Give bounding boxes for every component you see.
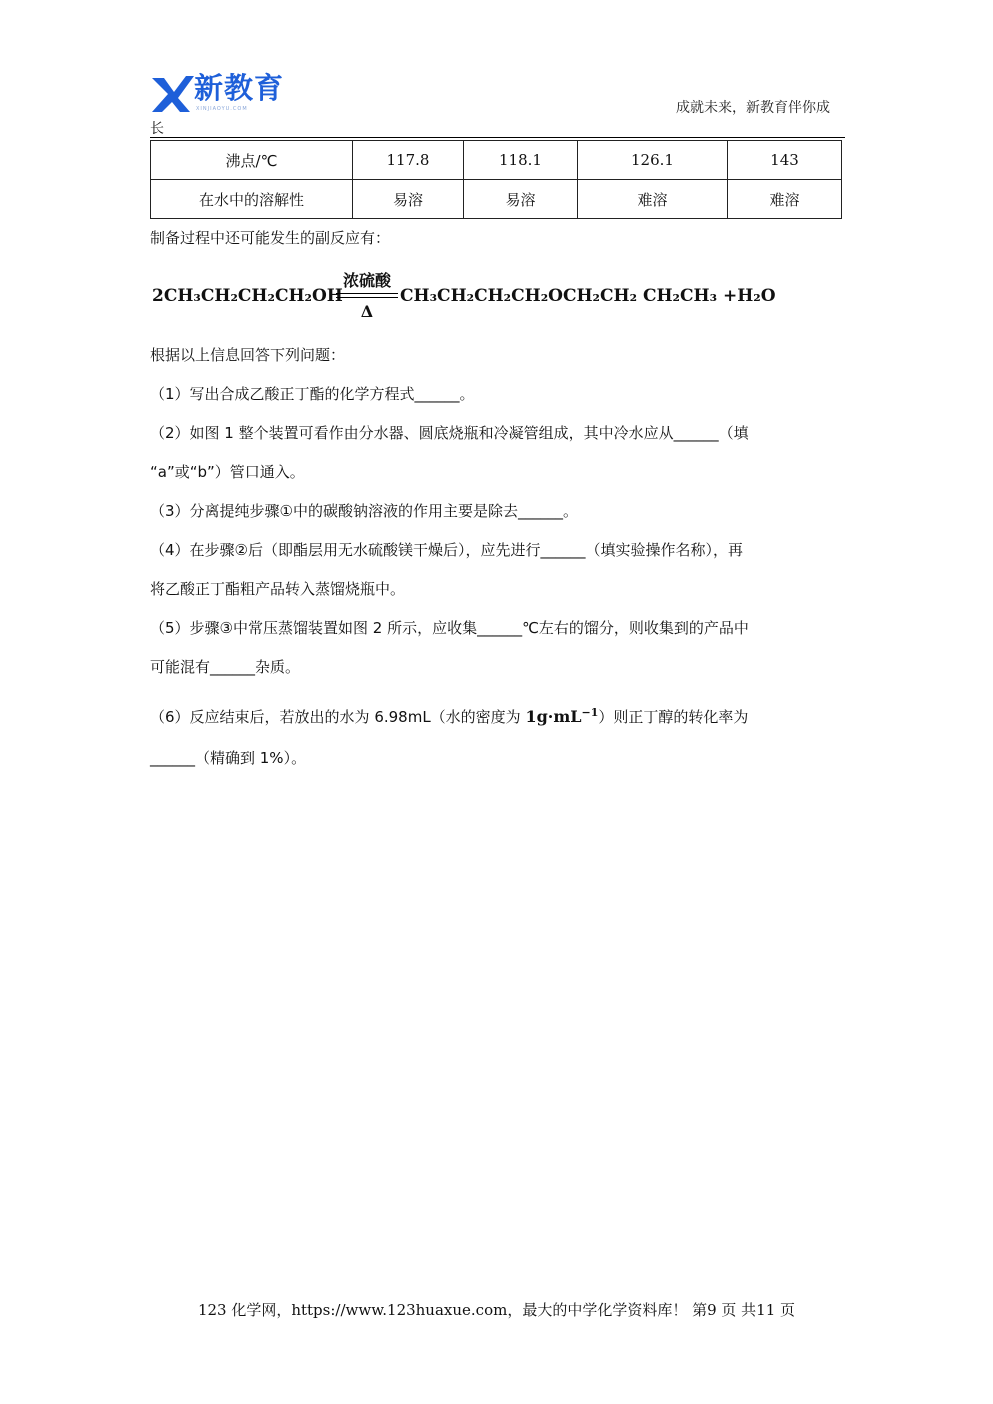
- table-cell: 易溶: [353, 180, 464, 219]
- equation-arrow-line: [336, 293, 398, 294]
- table-row: [151, 141, 842, 180]
- equation-condition-top: 浓硫酸: [342, 271, 391, 290]
- question-6-line-2: ______（精确到 1%）。: [150, 749, 307, 767]
- equation-condition-bottom: Δ: [360, 302, 374, 321]
- density-unit: 1g·mL: [525, 707, 582, 726]
- table-cell: 难溶: [728, 180, 842, 219]
- density-unit-exponent: −1: [581, 706, 599, 719]
- header-slogan-continued: 长: [150, 121, 164, 137]
- logo-text: 新教育: [194, 71, 285, 105]
- table-cell: 126.1: [578, 141, 728, 180]
- header-slogan: 成就未来，新教育伴你成: [676, 100, 830, 116]
- table-cell: 117.8: [353, 141, 464, 180]
- table-cell-label: 沸点/℃: [151, 141, 353, 180]
- question-3: （3）分离提纯步骤①中的碳酸钠溶液的作用主要是除去______。: [150, 502, 578, 520]
- table-cell: 118.1: [464, 141, 578, 180]
- header-rule: [150, 137, 845, 138]
- equation-reactant: 2CH₃CH₂CH₂CH₂OH: [152, 286, 343, 306]
- page-footer: 123 化学网，https://www.123huaxue.com，最大的中学化学资料库！ 第9 页 共11 页: [197, 1301, 796, 1319]
- equation-product: CH₃CH₂CH₂CH₂OCH₂CH₂ CH₂CH₃ +H₂O: [400, 286, 776, 306]
- table-cell-label: 在水中的溶解性: [151, 180, 353, 219]
- properties-table: [150, 140, 842, 219]
- question-2-line-2: “a”或“b”）管口通入。: [150, 463, 305, 481]
- question-5-line-2: 可能混有______杂质。: [150, 658, 301, 676]
- table-row: [151, 180, 842, 219]
- lead-text: 根据以上信息回答下列问题：: [150, 346, 346, 364]
- question-4-line-2: 将乙酸正丁酯粗产品转入蒸馏烧瓶中。: [150, 580, 406, 598]
- question-4-line-1: （4）在步骤②后（即酯层用无水硫酸镁干燥后），应先进行______（填实验操作名称），再: [150, 541, 743, 559]
- side-reaction-equation: [150, 268, 790, 324]
- question-6-line-1: [150, 703, 748, 727]
- table-cell: 易溶: [464, 180, 578, 219]
- question-6-text: （6）反应结束后，若放出的水为 6.98mL（水的密度为: [150, 708, 526, 726]
- table-cell: 难溶: [578, 180, 728, 219]
- question-1: （1）写出合成乙酸正丁酯的化学方程式______。: [150, 385, 475, 403]
- question-6-text: ）则正丁醇的转化率为: [598, 708, 749, 726]
- question-2-line-1: （2）如图 1 整个装置可看作由分水器、圆底烧瓶和冷凝管组成，其中冷水应从______（填: [150, 424, 749, 442]
- logo-subtext: XINJIAOYU.COM: [196, 106, 248, 112]
- question-5-line-1: （5）步骤③中常压蒸馏装置如图 2 所示，应收集______℃左右的馏分，则收集到的产品中: [150, 619, 749, 637]
- side-reaction-intro: 制备过程中还可能发生的副反应有：: [150, 229, 391, 247]
- equation-arrow-line: [336, 297, 398, 298]
- table-cell: 143: [728, 141, 842, 180]
